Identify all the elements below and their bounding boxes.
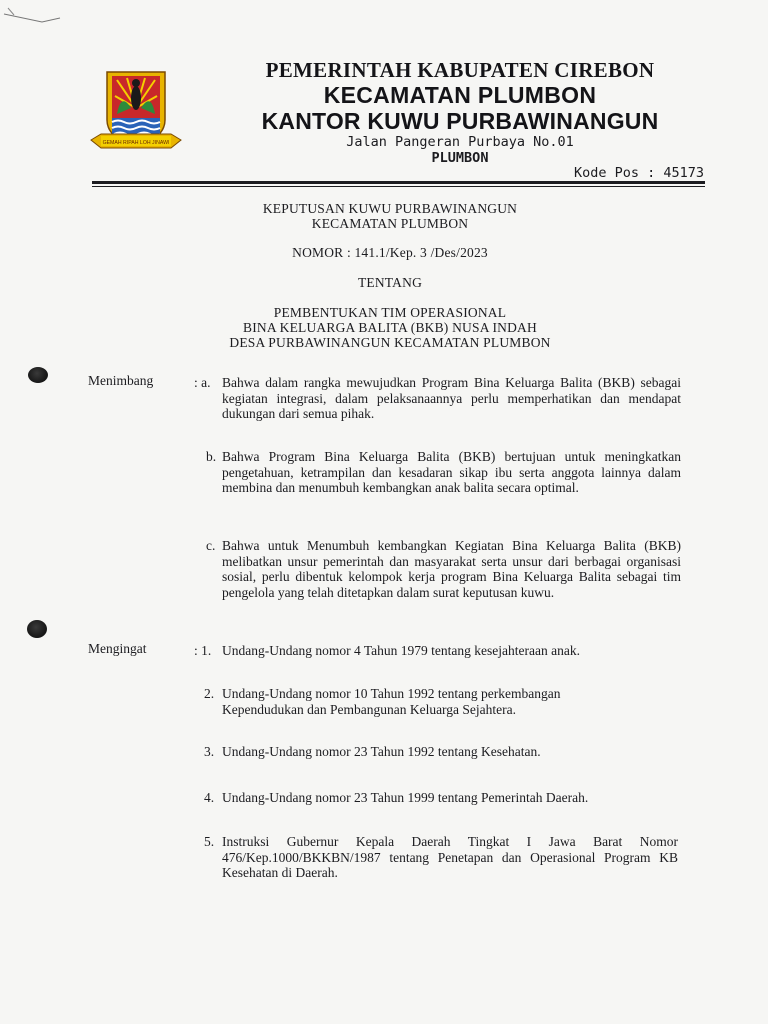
considering-item-c-text: Bahwa untuk Menumbuh kembangkan Kegiatan Bina Keluarga Balita (BKB) melibatkan unsur pemerintah dan masyarakat serta unsur dari berbagai organisasi sosial, perlu dibentuk kelompok kerja program Bina Keluarga Balita sebagai tim pengelola yang telah ditetapkan dalam surat keputusan kuwu. [222, 538, 681, 600]
recalling-item-4-marker: 4. [204, 790, 215, 805]
decree-title-line1: KEPUTUSAN KUWU PURBAWINANGUN [262, 201, 518, 216]
letterhead-government: PEMERINTAH KABUPATEN CIREBON [265, 58, 655, 82]
letterhead-district: KECAMATAN PLUMBON [323, 82, 597, 108]
letterhead-postal-code: Kode Pos : 45173 [574, 165, 705, 181]
considering-item-a-marker: : a. [194, 375, 211, 390]
decree-subject-line2: BINA KELUARGA BALITA (BKB) NUSA INDAH [243, 320, 537, 335]
letterhead-office: KANTOR KUWU PURBAWINANGUN [261, 108, 659, 134]
recalling-item-1-marker: : 1. [194, 643, 212, 658]
decree-title-line2: KECAMATAN PLUMBON [311, 216, 469, 231]
decree-number: NOMOR : 141.1/Kep. 3 /Des/2023 [292, 245, 488, 260]
considering-item-a-text: Bahwa dalam rangka mewujudkan Program Bina Keluarga Balita (BKB) sebagai kegiatan integrasi, dalam pelaksanaannya perlu memperhatikan dan mendapat dukungan dari semua pihak. [222, 375, 681, 421]
considering-item-b-text: Bahwa Program Bina Keluarga Balita (BKB) bertujuan untuk meningkatkan pengetahuan, ketrampilan dan kesadaran sikap ibu serta anggota lainnya dalam membina dan menumbuh kembangkan anak balita secara optimal. [222, 449, 681, 495]
recalling-item-1-text: Undang-Undang nomor 4 Tahun 1979 tentang kesejahteraan anak. [222, 643, 580, 658]
considering-label: Menimbang [88, 373, 154, 388]
recalling-item-3-marker: 3. [204, 744, 215, 759]
svg-text:GEMAH RIPAH LOH JINAWI: GEMAH RIPAH LOH JINAWI [102, 140, 170, 146]
punch-hole-top [28, 367, 48, 383]
recalling-item-2-text: Undang-Undang nomor 10 Tahun 1992 tentang perkembangan Kependudukan dan Pembangunan Keluarga Sejahtera. [222, 686, 561, 717]
decree-subject-line1: PEMBENTUKAN TIM OPERASIONAL [273, 305, 507, 320]
considering-item-c-marker: c. [206, 538, 216, 553]
decree-about: TENTANG [357, 275, 423, 290]
considering-item-b-marker: b. [206, 449, 217, 464]
letterhead-city: PLUMBON [431, 150, 489, 166]
letterhead-address: Jalan Pangeran Purbaya No.01 [346, 134, 574, 150]
recalling-label: Mengingat [88, 641, 147, 656]
letterhead-divider-thick [92, 181, 705, 184]
cirebon-regency-emblem-icon [87, 68, 185, 162]
recalling-item-2-marker: 2. [204, 686, 215, 701]
punch-hole-bottom [27, 620, 47, 638]
letterhead-divider-thin [92, 186, 705, 187]
recalling-item-5-marker: 5. [204, 834, 215, 849]
scan-corner-mark [2, 6, 62, 28]
recalling-item-4-text: Undang-Undang nomor 23 Tahun 1999 tentang Pemerintah Daerah. [222, 790, 589, 805]
recalling-item-3-text: Undang-Undang nomor 23 Tahun 1992 tentang Kesehatan. [222, 744, 541, 759]
recalling-item-5-text: Instruksi Gubernur Kepala Daerah Tingkat I Jawa Barat Nomor 476/Kep.1000/BKKBN/1987 tentang Penetapan dan Operasional Program KB Kesehatan di Daerah. [222, 834, 678, 880]
decree-subject-line3: DESA PURBAWINANGUN KECAMATAN PLUMBON [229, 335, 551, 350]
